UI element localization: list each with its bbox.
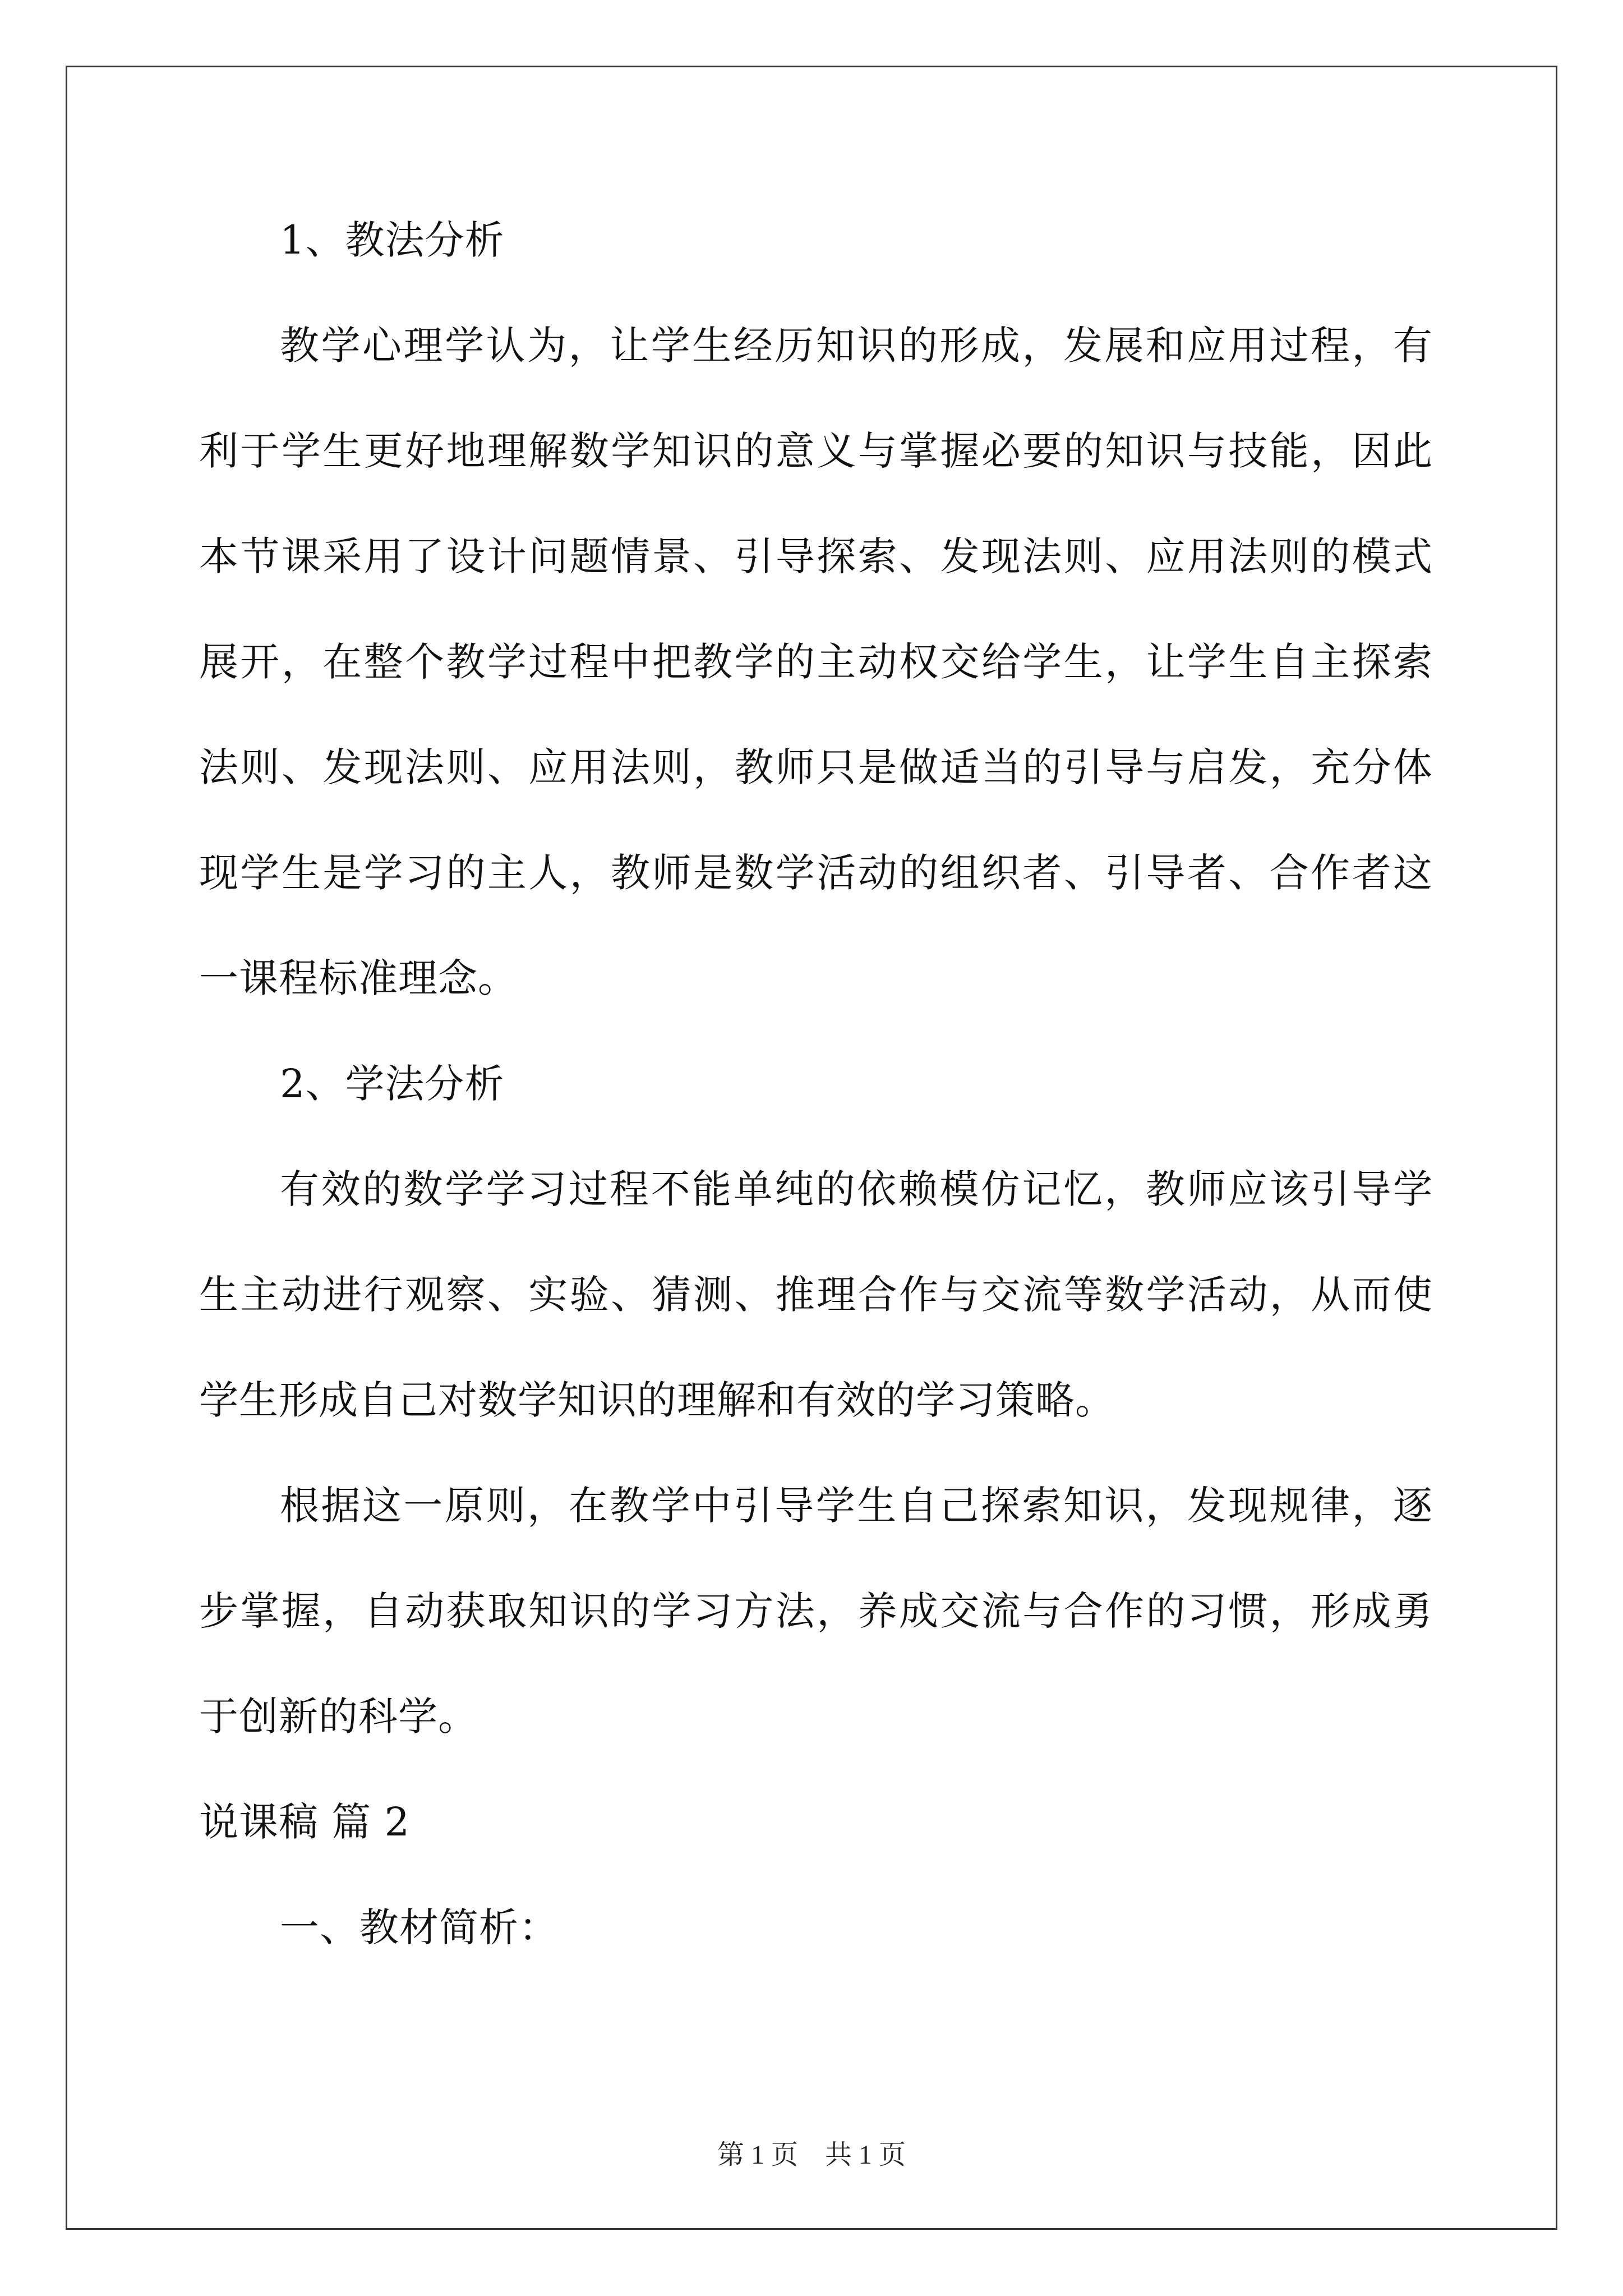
paragraph-line: 有效的数学学习过程不能单纯的依赖模仿记忆，教师应该引导学 xyxy=(280,1166,1433,1212)
paragraph-line: 根据这一原则，在教学中引导学生自己探索知识，发现规律，逐 xyxy=(280,1483,1433,1529)
section-heading: 2、学法分析 xyxy=(280,1061,505,1107)
paragraph-line: 教学心理学认为，让学生经历知识的形成，发展和应用过程，有 xyxy=(280,323,1433,369)
paragraph-line: 学生形成自己对数学知识的理解和有效的学习策略。 xyxy=(199,1377,1115,1423)
section-heading: 一、教材简析： xyxy=(280,1904,559,1950)
page-footer xyxy=(0,2133,1623,2171)
page-number: 第 1 页 xyxy=(717,2140,798,2170)
paragraph-line: 生主动进行观察、实验、猜测、推理合作与交流等数学活动，从而使 xyxy=(199,1272,1433,1318)
paragraph-line: 利于学生更好地理解数学知识的意义与掌握必要的知识与技能，因此 xyxy=(199,428,1433,474)
document-body xyxy=(199,213,1433,2006)
page-total: 共 1 页 xyxy=(825,2140,906,2170)
paragraph-line: 法则、发现法则、应用法则，教师只是做适当的引导与启发，充分体 xyxy=(199,744,1433,790)
paragraph-line: 一课程标准理念。 xyxy=(199,955,518,1001)
paragraph-line: 步掌握，自动获取知识的学习方法，养成交流与合作的习惯，形成勇 xyxy=(199,1588,1433,1634)
paragraph-line: 本节课采用了设计问题情景、引导探索、发现法则、应用法则的模式 xyxy=(199,533,1433,579)
article-section-title: 说课稿 篇 2 xyxy=(199,1799,411,1845)
paragraph-line: 展开，在整个教学过程中把教学的主动权交给学生，让学生自主探索 xyxy=(199,639,1433,685)
paragraph-line: 现学生是学习的主人，教师是数学活动的组织者、引导者、合作者这 xyxy=(199,850,1433,896)
paragraph-line: 于创新的科学。 xyxy=(199,1694,478,1740)
section-heading: 1、教法分析 xyxy=(280,217,505,263)
